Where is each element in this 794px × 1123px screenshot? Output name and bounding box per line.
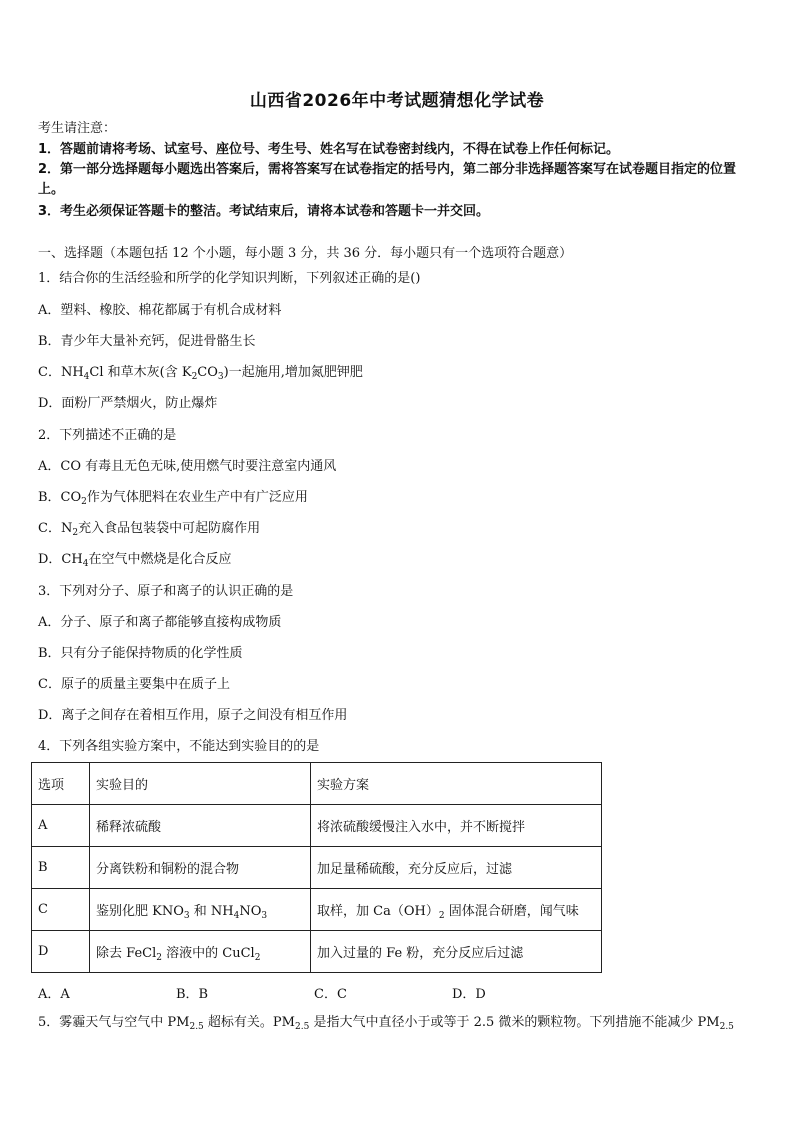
table-row xyxy=(32,889,602,931)
q4-table xyxy=(31,762,602,973)
text: 是指大气中直径小于或等于 2.5 微米的颗粒物。下列措施不能减少 PM xyxy=(309,1015,720,1030)
notice-item-3: 3．考生必须保证答题卡的整洁。考试结束后，请将本试卷和答题卡一并交回。 xyxy=(38,204,490,219)
text: 和 NH xyxy=(189,904,234,919)
goal-cell: 分离铁粉和铜粉的混合物 xyxy=(90,847,311,889)
subscript: 4 xyxy=(83,372,90,382)
text: 鉴别化肥 KNO xyxy=(96,904,184,919)
q4-answer-d: D．D xyxy=(452,987,486,1002)
notice-item-1: 1．答题前请将考场、试室号、座位号、考生号、姓名写在试卷密封线内，不得在试卷上作任何标记。 xyxy=(38,142,620,157)
q1-stem: 1．结合你的生活经验和所学的化学知识判断，下列叙述正确的是() xyxy=(38,271,421,286)
subscript: 2 xyxy=(156,953,162,963)
goal-cell xyxy=(90,889,311,931)
subscript: 3 xyxy=(217,372,224,382)
subscript: 4 xyxy=(233,911,240,921)
q2-option-d xyxy=(38,552,231,568)
subscript: 2.5 xyxy=(295,1022,310,1032)
table-header-row xyxy=(32,763,602,805)
q3-stem: 3．下列对分子、原子和离子的认识正确的是 xyxy=(38,584,294,599)
subscript: 2 xyxy=(72,528,79,538)
text: )一起施用,增加氮肥钾肥 xyxy=(223,365,363,380)
q3-option-c: C．原子的质量主要集中在质子上 xyxy=(38,677,230,692)
q2-stem: 2．下列描述不正确的是 xyxy=(38,428,177,443)
text: 充入食品包装袋中可起防腐作用 xyxy=(78,521,261,536)
subscript: 2 xyxy=(191,372,198,382)
q1-option-c xyxy=(38,365,363,381)
q3-option-a: A．分子、原子和离子都能够直接构成物质 xyxy=(38,615,282,630)
plan-cell: 将浓硫酸缓慢注入水中，并不断搅拌 xyxy=(311,805,602,847)
option-cell: B xyxy=(32,847,90,889)
text: CO xyxy=(197,365,218,380)
text: NO xyxy=(239,904,262,919)
plan-cell: 加入过量的 Fe 粉，充分反应后过滤 xyxy=(311,931,602,973)
text: C．N xyxy=(38,521,73,536)
plan-cell: 加足量稀硫酸，充分反应后，过滤 xyxy=(311,847,602,889)
option-cell: D xyxy=(32,931,90,973)
q3-option-b: B．只有分子能保持物质的化学性质 xyxy=(38,646,243,661)
q4-answer-b: B．B xyxy=(176,987,209,1002)
text: 除去 FeCl xyxy=(96,946,157,961)
q2-option-b xyxy=(38,490,308,506)
text: C．NH xyxy=(38,365,84,380)
option-cell: C xyxy=(32,889,90,931)
q1-option-a: A．塑料、橡胶、棉花都属于有机合成材料 xyxy=(38,303,282,318)
subscript: 2.5 xyxy=(189,1022,204,1032)
text: 固体混合研磨，闻气味 xyxy=(444,904,579,919)
table-row xyxy=(32,805,602,847)
q4-answer-c: C．C xyxy=(314,987,347,1002)
goal-cell xyxy=(90,931,311,973)
subscript: 3 xyxy=(261,911,268,921)
section-heading: 一、选择题（本题包括 12 个小题，每小题 3 分，共 36 分．每小题只有一个选项符合题意） xyxy=(38,246,573,261)
text: 取样，加 Ca（OH） xyxy=(317,904,439,919)
header-cell: 实验方案 xyxy=(311,763,602,805)
q5-stem xyxy=(38,1015,734,1031)
text: 作为气体肥料在农业生产中有广泛应用 xyxy=(86,490,308,505)
subscript: 2 xyxy=(81,497,87,507)
q2-option-a: A．CO 有毒且无色无味,使用燃气时要注意室内通风 xyxy=(38,459,337,474)
notice-item-2: 2．第一部分选择题每小题选出答案后，需将答案写在试卷指定的括号内，第二部分非选择题答案写在试卷题目指定的位置上。 xyxy=(38,162,737,197)
goal-cell: 稀释浓硫酸 xyxy=(90,805,311,847)
text: 在空气中燃烧是化合反应 xyxy=(88,552,232,567)
q1-option-b: B．青少年大量补充钙，促进骨骼生长 xyxy=(38,334,256,349)
notice-heading: 考生请注意： xyxy=(38,121,117,136)
table-row xyxy=(32,847,602,889)
option-cell: A xyxy=(32,805,90,847)
table-row xyxy=(32,931,602,973)
text: 5．雾霾天气与空气中 PM xyxy=(38,1015,190,1030)
text: 超标有关。PM xyxy=(203,1015,295,1030)
header-cell: 实验目的 xyxy=(90,763,311,805)
subscript: 4 xyxy=(82,559,89,569)
q1-option-d: D．面粉厂严禁烟火，防止爆炸 xyxy=(38,396,218,411)
header-cell: 选项 xyxy=(32,763,90,805)
q3-option-d: D．离子之间存在着相互作用，原子之间没有相互作用 xyxy=(38,708,348,723)
subscript: 2 xyxy=(254,953,261,963)
q4-stem: 4．下列各组实验方案中，不能达到实验目的的是 xyxy=(38,739,320,754)
plan-cell xyxy=(311,889,602,931)
subscript: 2.5 xyxy=(719,1022,734,1032)
subscript: 2 xyxy=(438,911,445,921)
text: Cl 和草木灰(含 K xyxy=(89,365,192,380)
q2-option-c xyxy=(38,521,260,537)
subscript: 3 xyxy=(183,911,190,921)
text: B．CO xyxy=(38,490,82,505)
page-title: 山西省2026年中考试题猜想化学试卷 xyxy=(249,91,545,111)
text: D．CH xyxy=(38,552,83,567)
text: 溶液中的 CuCl xyxy=(161,946,255,961)
q4-answer-a: A．A xyxy=(38,987,70,1002)
